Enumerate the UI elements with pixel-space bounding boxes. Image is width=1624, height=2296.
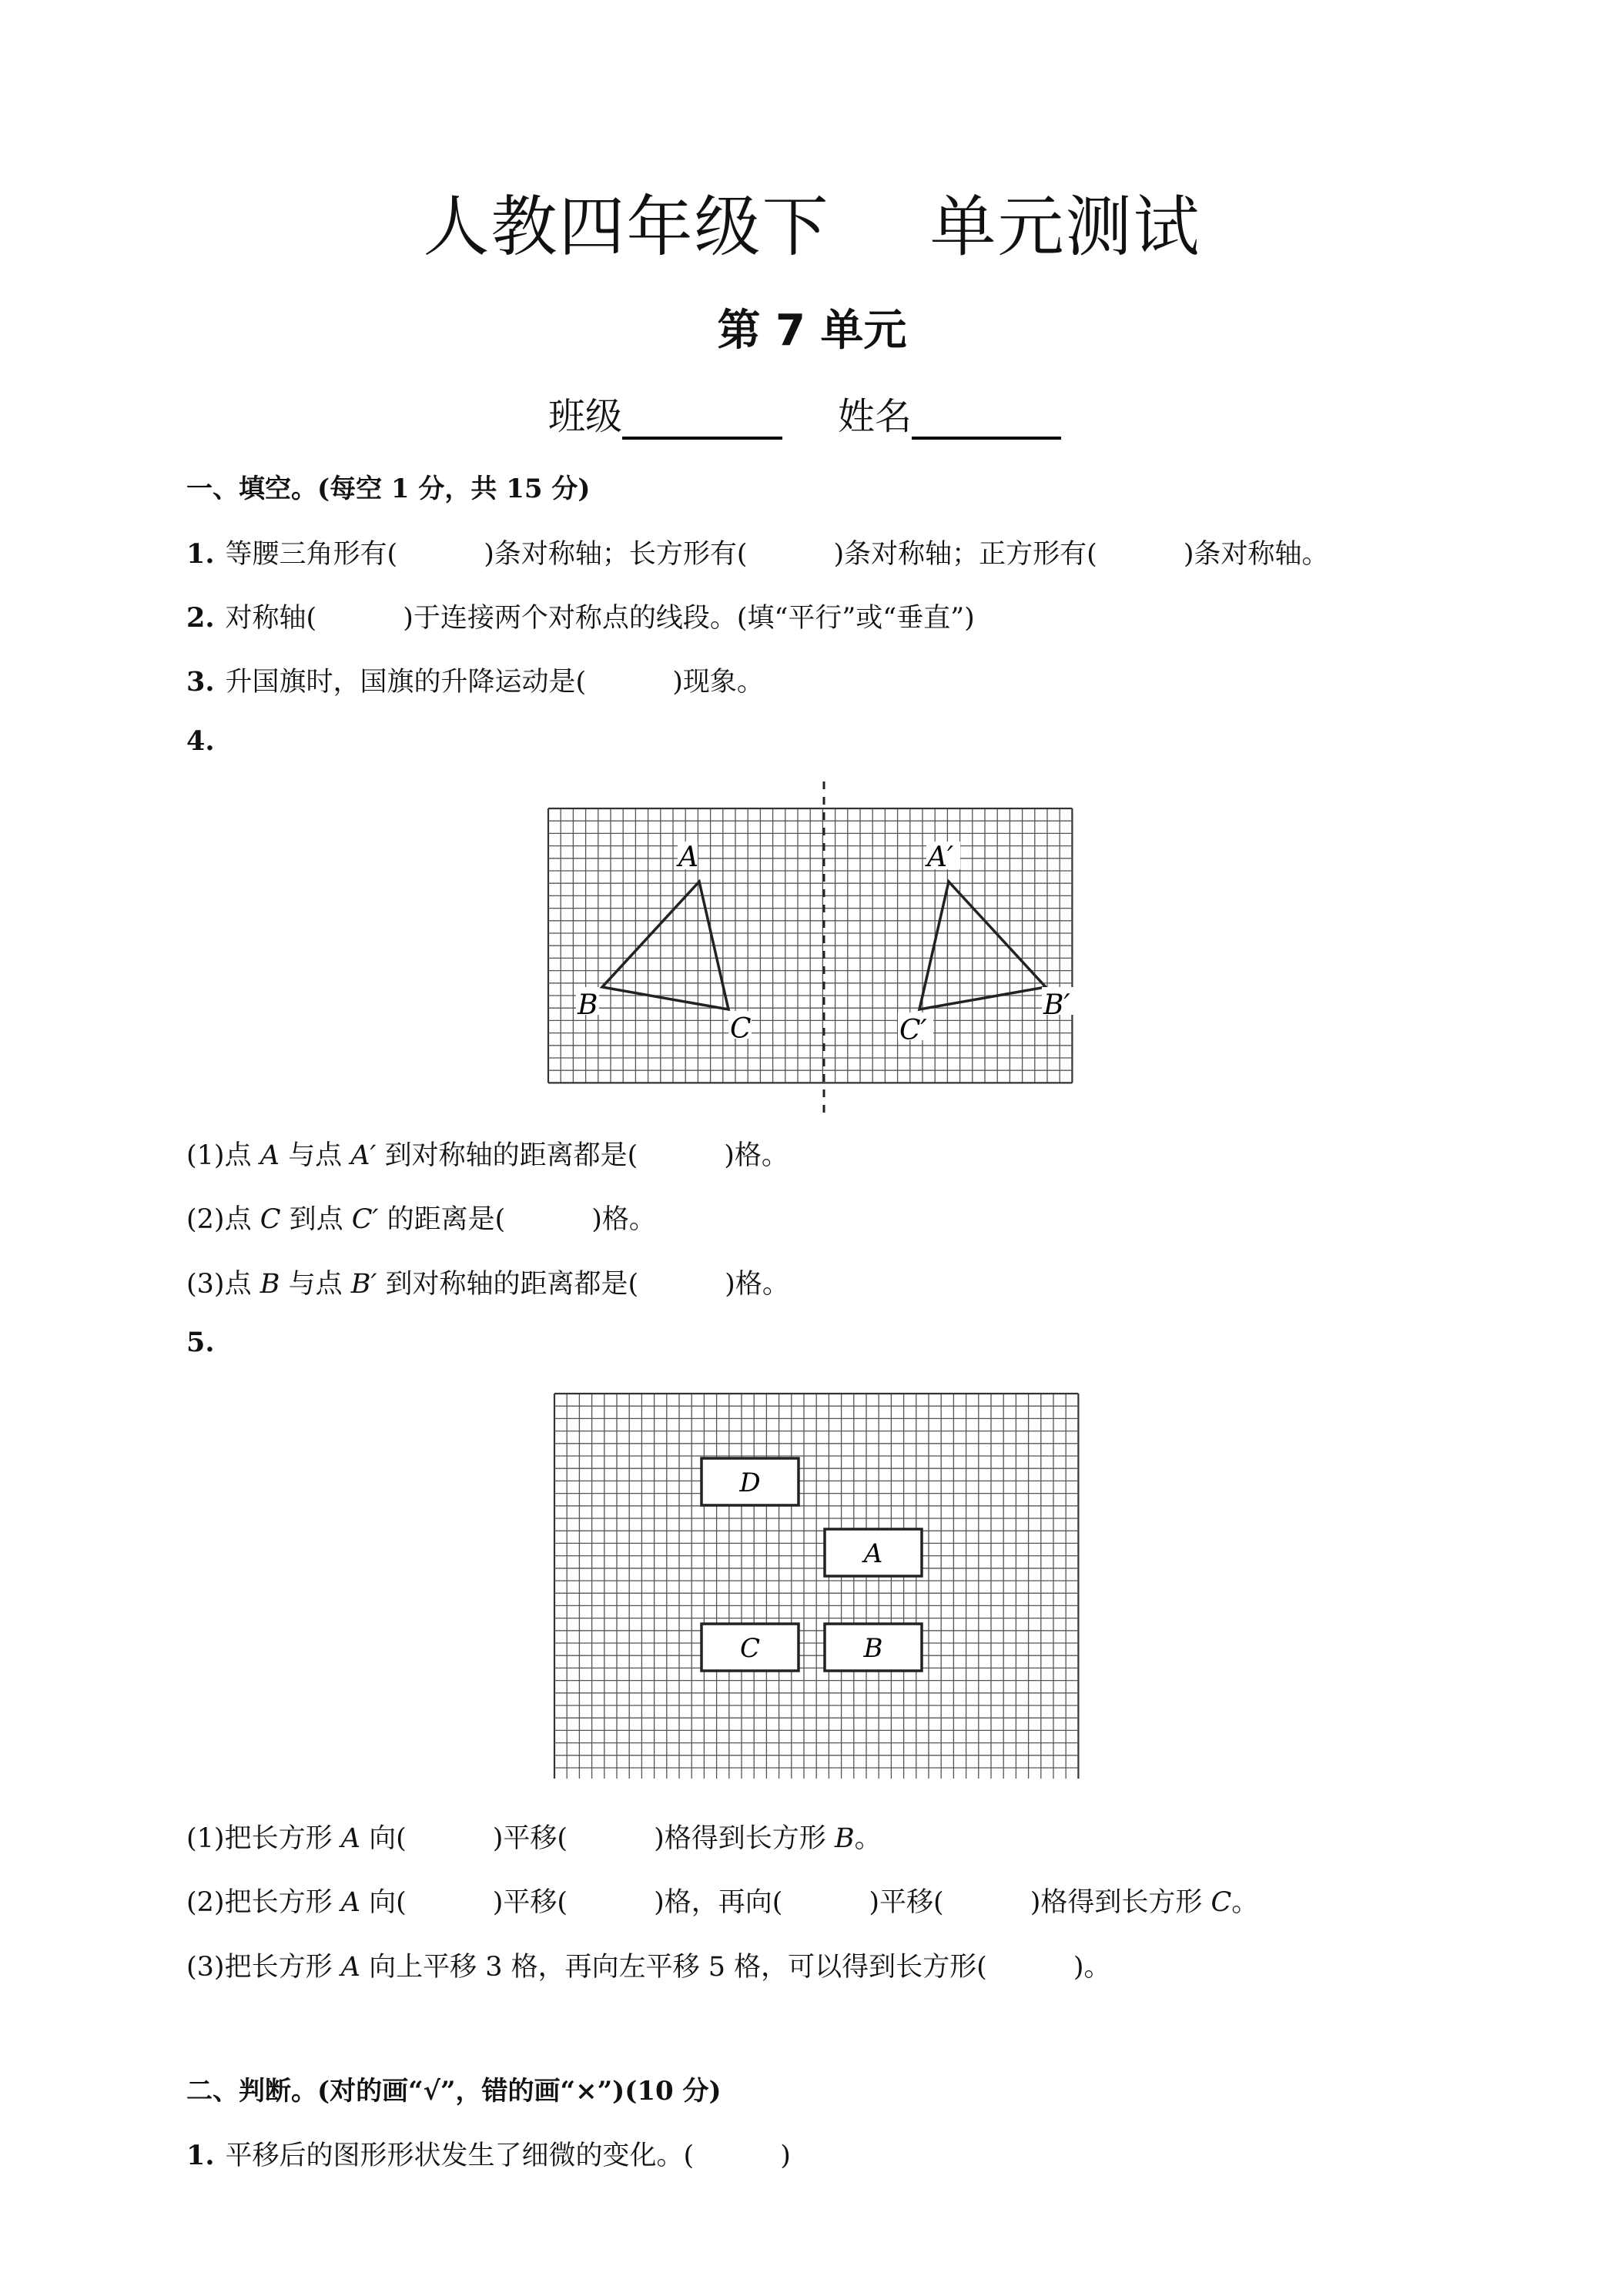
q-text: 对称轴( <box>225 603 317 634</box>
label-b: B <box>578 989 598 1021</box>
q-text: )于连接两个对称点的线段。(填“平行”或“垂直”) <box>403 603 975 634</box>
q-text: (1)把长方形 <box>186 1823 341 1854</box>
label-a: A <box>678 842 698 873</box>
q-text: (3)把长方形 <box>186 1952 341 1983</box>
question-number: 2. <box>186 602 215 634</box>
title-right: 单元测试 <box>929 189 1201 266</box>
question-4 <box>186 725 226 757</box>
q-text: (1)点 <box>186 1140 260 1171</box>
q-text: )平移( <box>492 1823 568 1854</box>
question-5-sub-3 <box>186 1946 1110 1984</box>
translation-grid-figure <box>547 1386 1086 1779</box>
q-text: ) <box>780 2140 791 2171</box>
q-text: )现象。 <box>672 667 764 698</box>
q-text: 的距离是( <box>378 1204 506 1235</box>
name-blank[interactable] <box>912 395 1061 440</box>
question-number: 1. <box>186 538 215 570</box>
question-number: 4. <box>186 725 215 757</box>
point-label: C <box>260 1204 281 1235</box>
q-text: 。 <box>854 1823 882 1854</box>
q-text: 与点 <box>280 1140 351 1171</box>
q-text: 与点 <box>280 1269 351 1300</box>
q-text: 向上平移 3 格，再向左平移 5 格，可以得到长方形( <box>360 1952 987 1983</box>
q-text: )条对称轴；正方形有( <box>833 539 1097 570</box>
section2-heading: 二、判断。(对的画“√”，错的画“×”)(10 分) <box>186 2076 722 2107</box>
rect-ref: A <box>340 1823 360 1854</box>
q-text: 向( <box>360 1823 407 1854</box>
q-text: 到对称轴的距离都是( <box>377 1269 639 1300</box>
question-5-sub-1 <box>186 1817 882 1856</box>
question-3 <box>186 661 764 699</box>
rect-label-a: A <box>863 1538 883 1569</box>
name-label: 姓名 <box>838 395 912 438</box>
question-1 <box>186 533 1328 571</box>
q-text: )条对称轴；长方形有( <box>484 539 748 570</box>
q-text: )平移( <box>869 1887 944 1918</box>
label-c-prime: C′ <box>899 1015 927 1046</box>
rect-label-c: C <box>739 1633 761 1664</box>
point-label: B <box>260 1269 280 1300</box>
q-text: )条对称轴。 <box>1183 539 1329 570</box>
rect-ref: A <box>340 1952 360 1983</box>
rect-ref: A <box>340 1887 360 1918</box>
symmetry-grid-figure <box>539 774 1093 1136</box>
page-title <box>0 173 1624 269</box>
rect-label-d: D <box>739 1468 761 1498</box>
q-text: )格得到长方形 <box>1030 1887 1211 1918</box>
q-text: 平移后的图形形状发生了细微的变化。( <box>225 2140 695 2171</box>
point-label: A <box>260 1140 280 1171</box>
point-label: C′ <box>351 1204 379 1235</box>
label-a-prime: A′ <box>927 842 954 873</box>
q-text: 到对称轴的距离都是( <box>376 1140 638 1171</box>
q-text: (2)点 <box>186 1204 260 1235</box>
rect-ref: B <box>834 1823 855 1854</box>
point-label: A′ <box>350 1140 377 1171</box>
q-text: 向( <box>360 1887 407 1918</box>
q-text: )格得到长方形 <box>654 1823 835 1854</box>
class-field[interactable] <box>548 387 782 440</box>
q-text: 。 <box>1231 1887 1259 1918</box>
label-c: C <box>730 1013 752 1045</box>
question-4-sub-3 <box>186 1263 789 1301</box>
grid-lines <box>554 1394 1078 1779</box>
question-2 <box>186 597 975 635</box>
title-left: 人教四年级下 <box>423 189 830 266</box>
question-5-sub-2 <box>186 1881 1258 1919</box>
q-text: )。 <box>1073 1952 1111 1983</box>
rect-label-b: B <box>863 1633 883 1664</box>
q-text: 升国旗时，国旗的升降运动是( <box>225 667 587 698</box>
q-text: (3)点 <box>186 1269 260 1300</box>
grid-lines <box>548 808 1072 1083</box>
q-text: )格。 <box>591 1204 656 1235</box>
q-text: )格。 <box>724 1140 789 1171</box>
question-4-sub-2 <box>186 1198 656 1237</box>
question-number: 5. <box>186 1327 215 1358</box>
question-4-sub-1 <box>186 1134 789 1173</box>
q-text: 等腰三角形有( <box>225 539 398 570</box>
question-number: 3. <box>186 666 215 698</box>
q-text: (2)把长方形 <box>186 1887 341 1918</box>
section1-heading: 一、填空。(每空 1 分，共 15 分) <box>186 474 591 504</box>
name-field[interactable] <box>838 387 1061 440</box>
point-label: B′ <box>350 1269 377 1300</box>
class-label: 班级 <box>548 395 623 438</box>
judge-question-1 <box>186 2134 791 2173</box>
q-text: )格。 <box>725 1269 789 1300</box>
q-text: 到点 <box>280 1204 352 1235</box>
rect-ref: C <box>1210 1887 1232 1918</box>
q-text: )格，再向( <box>654 1887 783 1918</box>
question-5 <box>186 1327 226 1358</box>
label-b-prime: B′ <box>1043 989 1070 1021</box>
question-number: 1. <box>186 2140 215 2171</box>
class-blank[interactable] <box>622 395 782 440</box>
q-text: )平移( <box>492 1887 568 1918</box>
unit-heading: 第 7 单元 <box>717 306 907 356</box>
